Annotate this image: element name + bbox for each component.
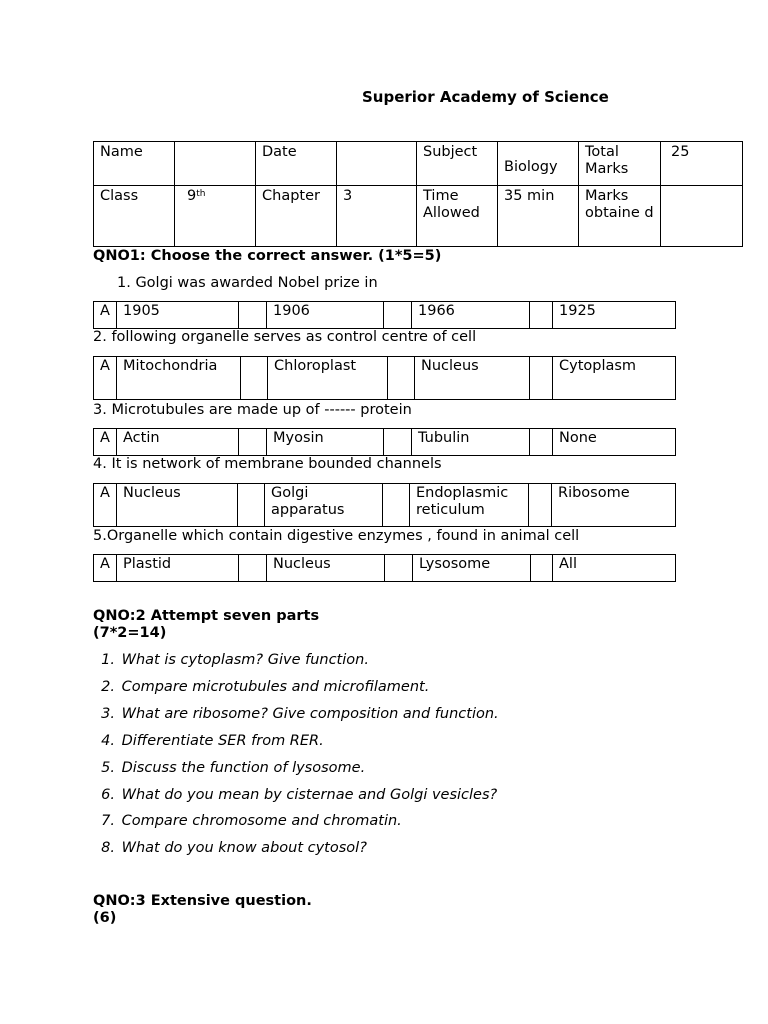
total-marks-label: Total Marks xyxy=(579,142,661,186)
q2-item-number: 6. xyxy=(101,787,115,803)
option-1: Plastid xyxy=(117,555,239,582)
q2-item xyxy=(93,679,429,695)
option-marker xyxy=(384,429,412,456)
marks-obtained-value xyxy=(661,186,743,247)
option-3: 1966 xyxy=(412,302,530,329)
option-3: Tubulin xyxy=(412,429,530,456)
option-marker xyxy=(385,555,413,582)
option-4: Cytoplasm xyxy=(553,357,676,400)
q2-item xyxy=(93,733,324,749)
option-marker xyxy=(239,555,267,582)
q2-item-text: What do you mean by cisternae and Golgi vesicles? xyxy=(121,787,498,803)
document-title: Superior Academy of Science xyxy=(362,88,609,106)
option-marker xyxy=(530,357,553,400)
q2-item xyxy=(93,813,402,829)
option-2: Golgi apparatus xyxy=(265,484,383,527)
option-4: 1925 xyxy=(553,302,676,329)
q2-item xyxy=(93,840,367,856)
class-number: 9 xyxy=(187,188,197,204)
chapter-value: 3 xyxy=(337,186,417,247)
q1-heading: QNO1: Choose the correct answer. (1*5=5) xyxy=(93,248,442,264)
subject-value: Biology xyxy=(498,142,579,186)
option-marker xyxy=(384,302,412,329)
option-marker xyxy=(531,555,553,582)
option-3: Lysosome xyxy=(413,555,531,582)
option-letter: A xyxy=(94,302,117,329)
q3-heading-line-1: QNO:3 Extensive question. xyxy=(93,893,312,909)
option-2: Myosin xyxy=(267,429,384,456)
class-ordinal-suffix: th xyxy=(196,189,206,199)
q2-item xyxy=(93,760,365,776)
option-marker xyxy=(529,484,552,527)
q2-item xyxy=(93,706,499,722)
q2-item-number: 2. xyxy=(101,679,115,695)
option-marker xyxy=(530,429,553,456)
option-1: Actin xyxy=(117,429,239,456)
q2-item xyxy=(93,652,369,668)
option-4: None xyxy=(553,429,676,456)
option-2: Nucleus xyxy=(267,555,385,582)
q1-item-5-options xyxy=(93,554,676,582)
q2-item-text: What are ribosome? Give composition and function. xyxy=(121,706,499,722)
q2-item-number: 7. xyxy=(101,813,115,829)
option-4: Ribosome xyxy=(552,484,676,527)
q1-item-2-stem: 2. following organelle serves as control centre of cell xyxy=(93,329,477,345)
option-4: All xyxy=(553,555,676,582)
name-value xyxy=(175,142,256,186)
time-allowed-label: Time Allowed xyxy=(417,186,498,247)
q1-item-4-options xyxy=(93,483,676,527)
option-2: 1906 xyxy=(267,302,384,329)
q2-heading xyxy=(93,608,319,642)
q2-item-number: 3. xyxy=(101,706,115,722)
chapter-label: Chapter xyxy=(256,186,337,247)
option-marker xyxy=(383,484,410,527)
option-1: Nucleus xyxy=(117,484,238,527)
q1-item-5-stem: 5.Organelle which contain digestive enzymes , found in animal cell xyxy=(93,528,580,544)
q2-item-text: Discuss the function of lysosome. xyxy=(121,760,366,776)
q2-item-text: Compare microtubules and microfilament. xyxy=(121,679,430,695)
q1-item-1-options xyxy=(93,301,676,329)
q1-item-1-stem: 1. Golgi was awarded Nobel prize in xyxy=(117,275,378,291)
header-table xyxy=(93,141,743,247)
q2-heading-line-2: (7*2=14) xyxy=(93,625,167,641)
class-label: Class xyxy=(94,186,175,247)
option-2: Chloroplast xyxy=(268,357,388,400)
option-marker xyxy=(241,357,268,400)
q1-item-3-options xyxy=(93,428,676,456)
option-3: Endoplasmic reticulum xyxy=(410,484,529,527)
q2-item-number: 5. xyxy=(101,760,115,776)
option-marker xyxy=(239,429,267,456)
q1-item-2-options xyxy=(93,356,676,400)
option-marker xyxy=(530,302,553,329)
option-marker xyxy=(388,357,415,400)
time-allowed-value: 35 min xyxy=(498,186,579,247)
q2-heading-line-1: QNO:2 Attempt seven parts xyxy=(93,608,320,624)
total-marks-value: 25 xyxy=(661,142,743,186)
option-1: 1905 xyxy=(117,302,239,329)
q1-item-4-stem: 4. It is network of membrane bounded channels xyxy=(93,456,442,472)
marks-obtained-label: Marks obtaine d xyxy=(579,186,661,247)
q2-item-text: Compare chromosome and chromatin. xyxy=(121,813,402,829)
q2-item-number: 4. xyxy=(101,733,115,749)
option-marker xyxy=(239,302,267,329)
q1-item-3-stem: 3. Microtubules are made up of ------ protein xyxy=(93,402,412,418)
option-3: Nucleus xyxy=(415,357,530,400)
option-letter: A xyxy=(94,484,117,527)
q2-item-text: Differentiate SER from RER. xyxy=(121,733,324,749)
q2-item-number: 1. xyxy=(101,652,115,668)
subject-label: Subject xyxy=(417,142,498,186)
q2-item-number: 8. xyxy=(101,840,115,856)
q3-heading xyxy=(93,893,312,927)
option-letter: A xyxy=(94,429,117,456)
q2-item-text: What is cytoplasm? Give function. xyxy=(121,652,369,668)
option-letter: A xyxy=(94,357,117,400)
option-letter: A xyxy=(94,555,117,582)
q2-item xyxy=(93,787,497,803)
date-value xyxy=(337,142,417,186)
date-label: Date xyxy=(256,142,337,186)
name-label: Name xyxy=(94,142,175,186)
option-marker xyxy=(238,484,265,527)
q3-heading-line-2: (6) xyxy=(93,910,117,926)
q2-item-text: What do you know about cytosol? xyxy=(121,840,367,856)
class-value xyxy=(175,186,256,247)
option-1: Mitochondria xyxy=(117,357,241,400)
